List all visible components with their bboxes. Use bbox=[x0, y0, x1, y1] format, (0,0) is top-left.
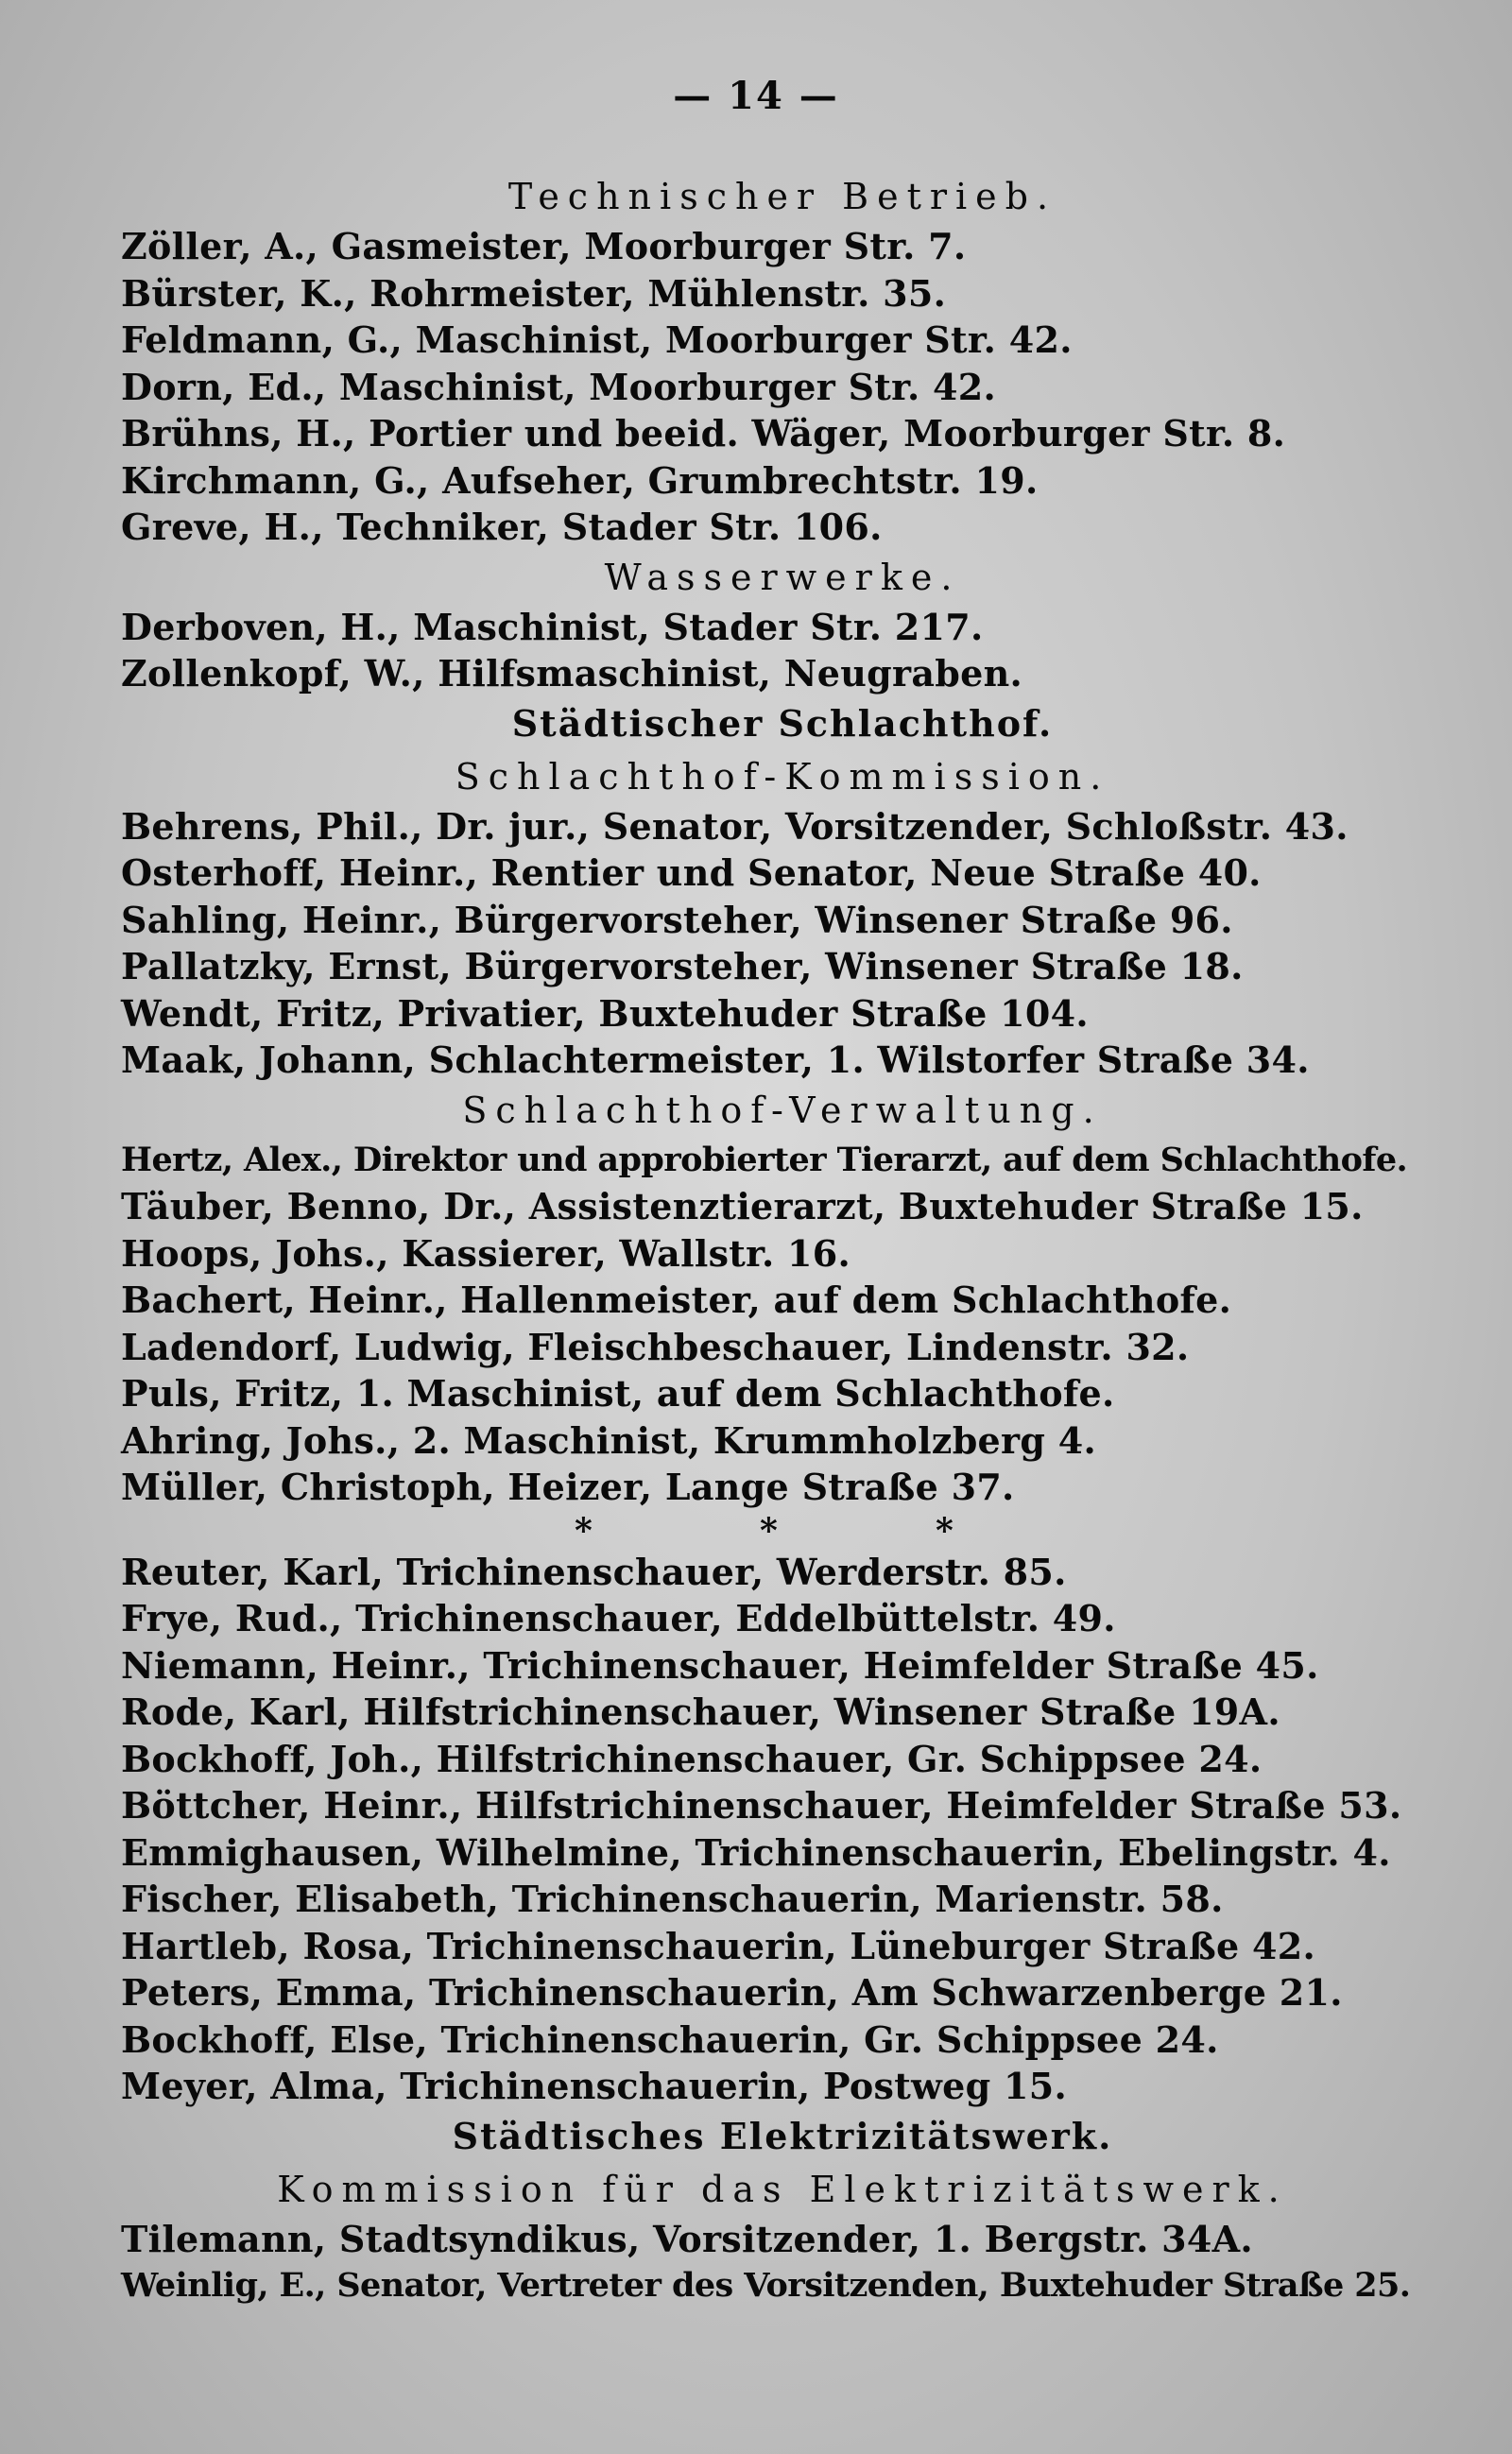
entry-line: Rode, Karl, Hilfstrichinenschauer, Winsener Straße 19A. bbox=[121, 1690, 1280, 1733]
entry-line: Bürster, K., Rohrmeister, Mühlenstr. 35. bbox=[121, 271, 947, 315]
entry-line: Sahling, Heinr., Bürgervorsteher, Winsener Straße 96. bbox=[121, 898, 1233, 941]
entry-line: Tilemann, Stadtsyndikus, Vorsitzender, 1. Bergstr. 34A. bbox=[121, 2217, 1253, 2260]
entry-line: Bockhoff, Else, Trichinenschauerin, Gr. Schippsee 24. bbox=[121, 2017, 1219, 2061]
entry-line: Brühns, H., Portier und beeid. Wäger, Moorburger Str. 8. bbox=[121, 412, 1286, 455]
section-title-schlachthof: Städtischer Schlachthof. bbox=[511, 701, 1054, 745]
entry-line: Zollenkopf, W., Hilfsmaschinist, Neugraben. bbox=[121, 652, 1023, 695]
entry-line: Niemann, Heinr., Trichinenschauer, Heimfelder Straße 45. bbox=[121, 1643, 1319, 1687]
page-number: — 14 — bbox=[673, 74, 839, 118]
entry-line: Osterhoff, Heinr., Rentier und Senator, Neue Straße 40. bbox=[121, 851, 1262, 894]
entry-line: Meyer, Alma, Trichinenschauerin, Postweg 15. bbox=[121, 2065, 1067, 2107]
section-title-technischer-betrieb: Technischer Betrieb. bbox=[507, 176, 1057, 217]
entry-line: Emmighausen, Wilhelmine, Trichinenschauerin, Ebelingstr. 4. bbox=[121, 1830, 1391, 1874]
entry-line: Hoops, Johs., Kassierer, Wallstr. 16. bbox=[121, 1231, 851, 1275]
entry-line: Bachert, Heinr., Hallenmeister, auf dem Schlachthofe. bbox=[121, 1278, 1232, 1321]
entry-line: Bockhoff, Joh., Hilfstrichinenschauer, Gr. Schippsee 24. bbox=[121, 1737, 1263, 1780]
entry-line: Hertz, Alex., Direktor und approbierter Tierarzt, auf dem Schlachthofe. bbox=[121, 1140, 1408, 1179]
entry-line: Maak, Johann, Schlachtermeister, 1. Wilstorfer Straße 34. bbox=[121, 1038, 1310, 1081]
entry-line: Wendt, Fritz, Privatier, Buxtehuder Straße 104. bbox=[121, 991, 1089, 1035]
entry-line: Puls, Fritz, 1. Maschinist, auf dem Schlachthofe. bbox=[121, 1372, 1115, 1415]
entry-line: Weinlig, E., Senator, Vertreter des Vorsitzenden, Buxtehuder Straße 25. bbox=[121, 2266, 1411, 2305]
subtitle-schlachthof-kommission: Schlachthof-Kommission. bbox=[455, 755, 1110, 798]
asterisk: * bbox=[760, 1510, 778, 1551]
entry-line: Böttcher, Heinr., Hilfstrichinenschauer, Heimfelder Straße 53. bbox=[121, 1784, 1402, 1827]
entry-line: Zöller, A., Gasmeister, Moorburger Str. 7. bbox=[121, 225, 967, 267]
entry-line: Kirchmann, G., Aufseher, Grumbrechtstr. 19. bbox=[121, 458, 1039, 502]
entry-line: Dorn, Ed., Maschinist, Moorburger Str. 42. bbox=[121, 365, 997, 408]
asterisk: * bbox=[936, 1510, 954, 1551]
asterisk: * bbox=[575, 1510, 593, 1551]
entry-line: Derboven, H., Maschinist, Stader Str. 217. bbox=[121, 605, 984, 648]
entry-line: Müller, Christoph, Heizer, Lange Straße 37. bbox=[121, 1466, 1015, 1508]
entry-line: Pallatzky, Ernst, Bürgervorsteher, Winsener Straße 18. bbox=[121, 945, 1244, 987]
entry-line: Reuter, Karl, Trichinenschauer, Werderstr. 85. bbox=[121, 1550, 1067, 1593]
subtitle-elektrizitaetswerk-kommission: Kommission für das Elektrizitätswerk. bbox=[277, 2168, 1288, 2210]
entry-line: Behrens, Phil., Dr. jur., Senator, Vorsitzender, Schloßstr. 43. bbox=[121, 804, 1349, 848]
entry-line: Greve, H., Techniker, Stader Str. 106. bbox=[121, 506, 883, 548]
entry-line: Peters, Emma, Trichinenschauerin, Am Schwarzenberge 21. bbox=[121, 1971, 1343, 2014]
subtitle-schlachthof-verwaltung: Schlachthof-Verwaltung. bbox=[462, 1089, 1103, 1131]
section-title-elektrizitaetswerk: Städtisches Elektrizitätswerk. bbox=[452, 2114, 1113, 2157]
section-title-wasserwerke: Wasserwerke. bbox=[604, 556, 961, 598]
entry-line: Feldmann, G., Maschinist, Moorburger Str. 42. bbox=[121, 318, 1073, 361]
entry-line: Frye, Rud., Trichinenschauer, Eddelbüttelstr. 49. bbox=[121, 1597, 1116, 1639]
entry-line: Hartleb, Rosa, Trichinenschauerin, Lüneburger Straße 42. bbox=[121, 1924, 1316, 1967]
entry-line: Täuber, Benno, Dr., Assistenztierarzt, Buxtehuder Straße 15. bbox=[121, 1185, 1364, 1227]
entry-line: Ahring, Johs., 2. Maschinist, Krummholzberg 4. bbox=[121, 1418, 1097, 1462]
asterism-separator bbox=[121, 1511, 1444, 1549]
entry-line: Ladendorf, Ludwig, Fleischbeschauer, Lindenstr. 32. bbox=[121, 1325, 1190, 1368]
content bbox=[121, 170, 1444, 2309]
entry-line: Fischer, Elisabeth, Trichinenschauerin, Marienstr. 58. bbox=[121, 1878, 1224, 1920]
